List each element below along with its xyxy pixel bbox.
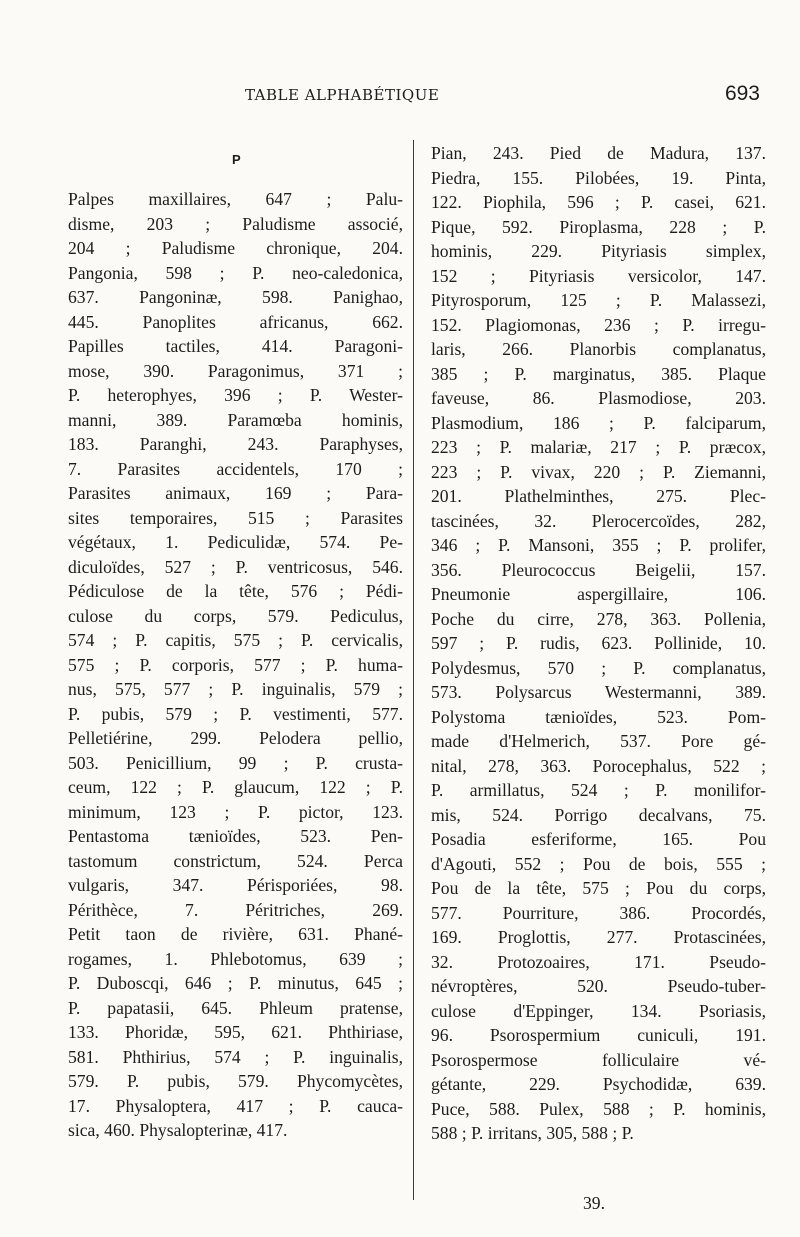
left-column-line: vulgaris, 347. Périsporiées, 98.	[68, 875, 403, 895]
right-column-line: Plasmodium, 186 ; P. falciparum,	[431, 412, 766, 433]
left-column-line: Pédiculose de la tête, 576 ; Pédi-	[68, 581, 403, 601]
left-column-line: Palpes maxillaires, 647 ; Palu-	[68, 189, 403, 209]
right-column-line: 223 ; P. vivax, 220 ; P. Ziemanni,	[431, 461, 766, 482]
left-column-line: P. Duboscqi, 646 ; P. minutus, 645 ;	[68, 973, 403, 993]
right-column-line: Pian, 243. Pied de Madura, 137.	[431, 143, 766, 163]
right-column-line: 152. Plagiomonas, 236 ; P. irregu-	[431, 314, 766, 335]
right-column	[431, 141, 766, 1146]
right-column-line: nital, 278, 363. Porocephalus, 522 ;	[431, 755, 766, 776]
left-column-line: végétaux, 1. Pediculidæ, 574. Pe-	[68, 532, 403, 552]
left-column-line: nus, 575, 577 ; P. inguinalis, 579 ;	[68, 679, 403, 699]
left-column-line: P. papatasii, 645. Phleum pratense,	[68, 997, 403, 1018]
left-column-line: 133. Phoridæ, 595, 621. Phthiriase,	[68, 1022, 403, 1042]
left-column-line: Pentastoma tænioïdes, 523. Pen-	[68, 826, 403, 846]
right-column-line: Polydesmus, 570 ; P. complanatus,	[431, 657, 766, 678]
left-column-line: 445. Panoplites africanus, 662.	[68, 311, 403, 332]
page-number: 693	[724, 82, 760, 105]
right-column-line: mis, 524. Porrigo decalvans, 75.	[431, 804, 766, 825]
footer-continuation: 39.	[583, 1193, 605, 1213]
left-column-line: P. pubis, 579 ; P. vestimenti, 577.	[68, 703, 403, 724]
left-column-line: 581. Phthirius, 574 ; P. inguinalis,	[68, 1046, 403, 1067]
right-column-line: Posadia esferiforme, 165. Pou	[431, 829, 766, 849]
right-column-line: 201. Plathelminthes, 275. Plec-	[431, 486, 766, 506]
left-column-line: Papilles tactiles, 414. Paragoni-	[68, 336, 403, 356]
column-divider	[413, 140, 414, 1200]
right-column-line: 577. Pourriture, 386. Procordés,	[431, 902, 766, 923]
left-column-line: 183. Paranghi, 243. Paraphyses,	[68, 434, 403, 454]
left-column-line: Parasites animaux, 169 ; Para-	[68, 483, 403, 503]
right-column-line: 385 ; P. marginatus, 385. Plaque	[431, 363, 766, 384]
right-column-line: Pique, 592. Piroplasma, 228 ; P.	[431, 216, 766, 237]
right-column-line: 32. Protozoaires, 171. Pseudo-	[431, 951, 766, 972]
right-column-line: 223 ; P. malariæ, 217 ; P. præcox,	[431, 437, 766, 457]
right-column-line: 169. Proglottis, 277. Protascinées,	[431, 927, 766, 947]
right-column-line: Pneumonie aspergillaire, 106.	[431, 584, 766, 604]
left-column-line: 503. Penicillium, 99 ; P. crusta-	[68, 752, 403, 773]
right-column-line: Pou de la tête, 575 ; Pou du corps,	[431, 878, 766, 898]
right-column-line: Pityrosporum, 125 ; P. Malassezi,	[431, 290, 766, 310]
left-column-line: 204 ; Paludisme chronique, 204.	[68, 238, 403, 258]
running-head	[70, 82, 760, 110]
left-column-line: 637. Pangoninæ, 598. Panighao,	[68, 287, 403, 307]
left-column-line: culose du corps, 579. Pediculus,	[68, 605, 403, 626]
right-column-line: laris, 266. Planorbis complanatus,	[431, 339, 766, 359]
right-column-line: Psorospermose folliculaire vé-	[431, 1049, 766, 1070]
right-column-line: P. armillatus, 524 ; P. monilifor-	[431, 780, 766, 800]
right-column-line: faveuse, 86. Plasmodiose, 203.	[431, 388, 766, 408]
right-column-line: 122. Piophila, 596 ; P. casei, 621.	[431, 192, 766, 212]
right-column-line: Puce, 588. Pulex, 588 ; P. hominis,	[431, 1098, 766, 1119]
right-column-line: névroptères, 520. Pseudo-tuber-	[431, 976, 766, 996]
right-column-line: Polystoma tænioïdes, 523. Pom-	[431, 706, 766, 727]
left-column-line: manni, 389. Paramœba hominis,	[68, 409, 403, 430]
left-column-line: 574 ; P. capitis, 575 ; P. cervicalis,	[68, 630, 403, 650]
left-column-line: sites temporaires, 515 ; Parasites	[68, 507, 403, 528]
right-column-line: Piedra, 155. Pilobées, 19. Pinta,	[431, 167, 766, 188]
left-column-line: diculoïdes, 527 ; P. ventricosus, 546.	[68, 556, 403, 577]
left-column-line: Périthèce, 7. Péritriches, 269.	[68, 899, 403, 920]
left-column-line: Petit taon de rivière, 631. Phané-	[68, 924, 403, 944]
right-column-line: culose d'Eppinger, 134. Psoriasis,	[431, 1000, 766, 1021]
left-column-line: 575 ; P. corporis, 577 ; P. huma-	[68, 654, 403, 675]
right-column-line: 346 ; P. Mansoni, 355 ; P. prolifer,	[431, 535, 766, 555]
right-column-line: Poche du cirre, 278, 363. Pollenia,	[431, 608, 766, 629]
left-column-line: P. heterophyes, 396 ; P. Wester-	[68, 385, 403, 405]
left-column	[68, 141, 403, 1143]
left-column-line: 7. Parasites accidentels, 170 ;	[68, 458, 403, 479]
left-column-line: ceum, 122 ; P. glaucum, 122 ; P.	[68, 777, 403, 797]
section-letter: P	[232, 152, 241, 167]
right-column-line: hominis, 229. Pityriasis simplex,	[431, 241, 766, 261]
right-column-line: made d'Helmerich, 537. Pore gé-	[431, 731, 766, 751]
left-column-line: mose, 390. Paragonimus, 371 ;	[68, 360, 403, 381]
right-column-line: tascinées, 32. Plerocercoïdes, 282,	[431, 510, 766, 531]
left-column-line: 579. P. pubis, 579. Phycomycètes,	[68, 1071, 403, 1091]
right-column-line: d'Agouti, 552 ; Pou de bois, 555 ;	[431, 853, 766, 874]
left-column-line: Pangonia, 598 ; P. neo-caledonica,	[68, 262, 403, 283]
running-title: TABLE ALPHABÉTIQUE	[245, 86, 440, 104]
left-column-line: disme, 203 ; Paludisme associé,	[68, 213, 403, 234]
left-column-line: sica, 460. Physalopterinæ, 417.	[68, 1120, 288, 1140]
right-column-line: 96. Psorospermium cuniculi, 191.	[431, 1025, 766, 1045]
right-column-line: 152 ; Pityriasis versicolor, 147.	[431, 265, 766, 286]
left-column-line: minimum, 123 ; P. pictor, 123.	[68, 801, 403, 822]
right-column-line: gétante, 229. Psychodidæ, 639.	[431, 1074, 766, 1094]
right-column-line: 588 ; P. irritans, 305, 588 ; P.	[431, 1123, 634, 1143]
left-column-line: tastomum constrictum, 524. Perca	[68, 850, 403, 871]
right-column-line: 356. Pleurococcus Beigelii, 157.	[431, 559, 766, 580]
left-column-line: rogames, 1. Phlebotomus, 639 ;	[68, 948, 403, 969]
left-column-line: Pelletiérine, 299. Pelodera pellio,	[68, 728, 403, 748]
right-column-line: 573. Polysarcus Westermanni, 389.	[431, 682, 766, 702]
right-column-line: 597 ; P. rudis, 623. Pollinide, 10.	[431, 633, 766, 653]
left-column-line: 17. Physaloptera, 417 ; P. cauca-	[68, 1095, 403, 1116]
